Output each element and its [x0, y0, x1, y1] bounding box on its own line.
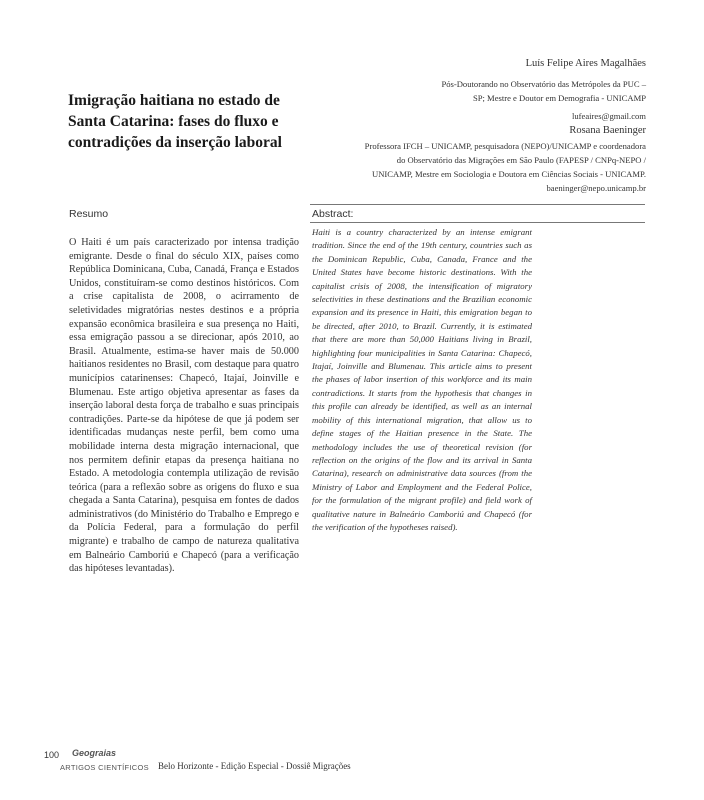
journal-name: Geograias — [72, 748, 117, 758]
abstract-heading: Abstract: — [312, 208, 354, 220]
author-affiliation: UNICAMP, Mestre em Sociologia e Doutora em Ciências Sociais - UNICAMP. — [371, 169, 646, 179]
author-affiliation: do Observatório das Migrações em São Paulo (FAPESP / CNPq-NEPO / — [396, 155, 646, 165]
author-name: Luís Felipe Aires Magalhães — [525, 58, 646, 69]
abstract-top-rule — [310, 204, 645, 205]
resumo-text: O Haiti é um país caracterizado por intensa tradição emigrante. Desde o final do século XIX, países como República Dominicana, Cuba, Canadá, França e Estados Unidos, constituíram-se como destinos históricos. Com a crise capitalista de 2008, o acirramento de seletividades migratórias nestes destinos e a própria expansão econômica brasileira e sua presença no Haiti, essa emigração passou a se direcionar, após 2010, ao Brasil. Atualmente, estima-se haver mais de 50.000 haitianos residentes no Brasil, com destaque para quatro municípios catarinenses: Chapecó, Itajaí, Joinville e Blumenau. Este artigo objetiva apresentar as fases da inserção laboral desta força de trabalho e suas principais contradições. Parte-se da hipótese de que já podem ser identificadas mudanças neste perfil, bem como uma mobilidade interna desta migração internacional, que nos permitem definir etapas da presença haitiana no Estado. A metodologia contempla utilização de revisão teórica (para a reflexão sobre as origens do fluxo e sua chegada a Santa Catarina), pesquisa em fontes de dados administrativos (do Ministério do Trabalho e Emprego e da Polícia Federal, para a formulação do perfil migrante) e trabalho de campo de natureza qualitativa em Balneário Camboriú e Chapecó (para a verificação das hipóteses levantadas). — [69, 237, 299, 575]
author-email: lufeaires@gmail.com — [571, 111, 646, 121]
author-name: Rosana Baeninger — [569, 125, 646, 136]
edition-info: Belo Horizonte - Edição Especial - Dossiê Migrações — [158, 761, 351, 771]
article-title: Imigração haitiana no estado de Santa Catarina: fases do fluxo e contradições da inserção laboral — [68, 92, 282, 151]
author-affiliation: SP; Mestre e Doutor em Demografia - UNICAMP — [472, 93, 646, 103]
abstract-text: Haiti is a country characterized by an intense emigrant tradition. Since the end of the 19th century, countries such as the Dominican Republic, Cuba, Canada, France and the United States have become historic destinations. With the capitalist crisis of 2008, the intensification of migratory selectivities in these destinations and the Brazilian economic expansion and its presence in Haiti, this emigration began to be directed, after 2010, to Brazil. Currently, it is estimated that there are more than 50,000 Haitians living in Brazil, highlighting four municipalities in Santa Catarina: Chapecó, Itajaí, Joinville and Blumenau. This article aims to present the phases of labor insertion of this workforce and its main contradictions. It starts from the hypothesis that changes in this profile can already be identified, as well as an internal mobility of this international migration, that allow us to define stages of the Haitian presence in the State. The methodology includes the use of theoretical revision (for reflection on the origins of the flow and its arrival in Santa Catarina), research on administrative data sources (from the Ministry of Labor and Employment and the Federal Police, for the formulation of the migrant profile) and field work of qualitative nature in Balneário Camboriú and Chapecó (for the verification of the hypotheses raised). — [312, 227, 532, 532]
author-block-1 — [286, 57, 646, 123]
author-email: baeninger@nepo.unicamp.br — [546, 183, 646, 193]
page-number: 100 — [44, 750, 60, 760]
author-affiliation: Professora IFCH – UNICAMP, pesquisadora (NEPO)/UNICAMP e coordenadora — [364, 141, 646, 151]
author-block-2 — [286, 124, 646, 195]
author-affiliation: Pós-Doutorando no Observatório das Metrópoles da PUC – — [441, 79, 646, 89]
resumo-heading: Resumo — [69, 208, 109, 220]
abstract-heading-rule — [310, 222, 645, 223]
journal-section: ARTIGOS CIENTÍFICOS — [60, 763, 149, 772]
